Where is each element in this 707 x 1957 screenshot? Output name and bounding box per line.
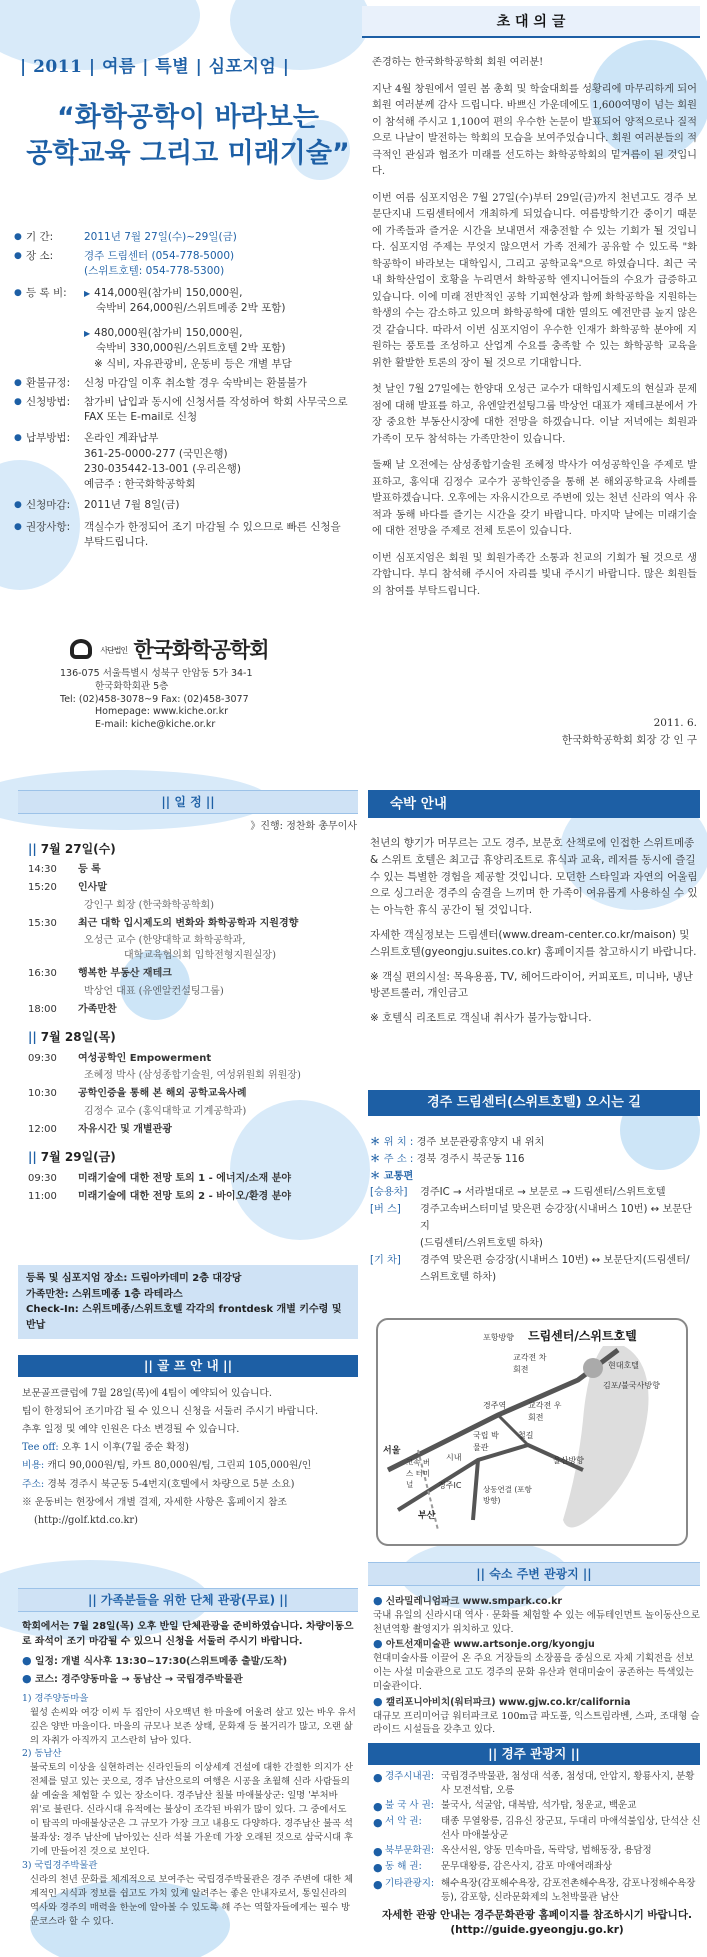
golf-info: 보문골프클럽에 7월 28일(목)에 4팀이 예약되어 있습니다. 팀이 한정되어 조기마감 될 수 있으니 신청을 서둘러 주시기 바랍니다. 추후 일정 및 예약 인원은 다소 변경될 수 있습니다. Tee off: 오후 1시 이후(7월 중순 확정) 비용: 캐디 90,000원/팀, 카트 80,000원/팀, 그린피 105,000원/인 주소: 경북 경주시 북군동 5-4번지(호텔에서 차량으로 5분 소요) ※ 운동비는 현장에서 개별 결제, 자세한 사항은 홈페이지 참조 (http://golf.ktd.co.kr) [22, 1388, 319, 1526]
nearby-sights-header: || 숙소 주변 관광지 || [368, 1562, 700, 1586]
title-line-1: “화학공학이 바라보는 [57, 102, 319, 133]
bullet-icon: ● [373, 1799, 383, 1813]
schedule-row: 09:30 미래기술에 대한 전망 토의 1 - 에너지/소재 분야 [28, 1172, 292, 1184]
moderator: 》진행: 정찬화 총무이사 [250, 821, 357, 832]
info-date: ● 기 간: 2011년 7월 27일(수)~29일(금) [14, 230, 354, 245]
info-payment: ● 납부방법: 온라인 계좌납부 361-25-0000-277 (국민은행) 230-035442-13-001 (우리은행) 예금주 : 한국화학공학회 [14, 431, 354, 492]
map-center-label: 드림센터/스위트호텔 [528, 1329, 637, 1343]
bullet-icon: ● [22, 1654, 32, 1668]
bullet-icon: ● [14, 251, 22, 262]
invitation-body: 존경하는 한국화학공학회 회원 여러분! 지난 4월 창원에서 열린 봄 총회 및 학술대회를 성황리에 마무리하게 되어 회원 여러분께 감사 드립니다. 바쁘신 가운데에도 1,600여명이 넘는 회원이 참석해 주시고 1,100여 편의 우수한 논문이 발표되어 양적으로나 질적으로 나날이 발전하는 학회의 모습을 보여주었습니다. 회원 여러분들의 적극적인 관심과 협조가 미래를 선도하는 화학공학회의 밑거름이 된 것입니다. 이번 여름 심포지엄은 7월 27일(수)부터 29일(금)까지 천년고도 경주 보문단지내 드림센터에서 개최하게 되었습니다. 여름방학기간 중이기 때문에 가족들과 즐거운 시간을 보내면서 재충전할 수 있는 기회가 될 것입니다. 심포지엄 주제는 무엇지 않으면서 가족 전체가 공유할 수 있도록 "화학공학이 바라보는 대학입시, 그리고 공학교육"으로 하였습니다. 최근 국내 화학산업이 호황을 누리면서 화학공학 엔지니어들의 수요가 급증하고 있습니다. 이에 미래 전반적인 공학 기피현상과 함께 화학공학을 지원하는 학생의 수는 감소하고 있으며 화학공학에 대한 열의도 예전만큼 높지 않은 것 같습니다. 따라서 이번 심포지엄이 우수한 인재가 화학공학 분야에 지원하는 풍토를 조성하고 산업계 수요를 충족할 수 있는 화학공학 교육을 위한 활발한 토론의 장이 될 것으로 기대합니다. 첫 날인 7월 27일에는 한양대 오성근 교수가 대학입시제도의 현실과 문제점에 대해 발표를 하고, 유엔알컨설팅그룹 박상언 대표가 재테크분에서 가장 중요한 부동산시장에 대한 전망을 하겠습니다. 이날 저녁에는 회원과 가족이 모두 참석하는 가족만찬이 있습니다. 둘째 날 오전에는 삼성종합기술원 조혜정 박사가 여성공학인을 주제로 발표하고, 홍익대 김정수 교수가 공학인증을 통해 본 해외공학교육 사례를 발표하겠습니다. 오후에는 자유시간으로 주변에 있는 천년 신라의 역사 유적과 동해 바다를 즐기는 시간을 갖기 바랍니다. 마지막 날에는 미래기술에 대한 전망을 주제로 전체 토론이 있습니다. 이번 심포지엄은 회원 및 회원가족간 소통과 친교의 기회가 될 것으로 생각합니다. 부디 참석해 주시어 자리를 빛내 주시기 바랍니다. 많은 회원들의 참여를 부탁드립니다. [372, 57, 697, 597]
schedule-row: 09:30 여성공학인 Empowerment [28, 1052, 212, 1064]
day-2-heading: || 7월 28일(목) [28, 1030, 116, 1045]
schedule: 》진행: 정찬화 총무이사 || 7월 27일(수) 14:30 등 록 15:20 인사말 강인구 회장 (한국화학공학회) 15:30 최근 대학 입시제도의 변화와 화학공학과 지원경향 오성근 교수 (한양대학교 화학공학과, 대학교육협의회 입학전형지원실장) 16:30 행복한 부동산 재테크 박상언 대표 (유엔알컨설팅그룹) 18:00 가족만찬 || 7월 28일(목) 09:30 여성공학인 Empowerment 조혜정 박사 (삼성종합기술원, 여성위원회 위원장) 10:30 공학인증을 통해 본 해외 공학교육사례 김정수 교수 (홍익대학교 기계공학과) 12:00 자유시간 및 개별관광 || 7월 29일(금) 09:30 미래기술에 대한 전망 토의 1 - 에너지/소재 분야 11:00 미래기술에 대한 전망 토의 2 - 바이오/환경 분야 [22, 820, 357, 1209]
bullet-icon: ● [14, 500, 22, 511]
info-advice: ● 권장사항: 객실수가 한정되어 조기 마감될 수 있으므로 빠른 신청을 부탁드립니다. [14, 520, 354, 550]
kiche-logo: 사단법인 한국화학공학회 [70, 635, 350, 665]
bullet-icon: ● [373, 1771, 383, 1784]
schedule-row: 11:00 미래기술에 대한 전망 토의 2 - 바이오/환경 분야 [28, 1191, 292, 1203]
info-place: ● 장 소: 경주 드림센터 (054-778-5000) (스위트호텔: 054-778-5300) [14, 249, 354, 279]
event-info-list [14, 230, 354, 554]
info-method: ● 신청방법: 참가비 납입과 동시에 신청서를 작성하여 학회 사무국으로 FAX 또는 E-mail로 신청 [14, 395, 354, 425]
triangle-icon: ▶ [84, 288, 91, 298]
org-address: 136-075 서울특별시 성북구 안암동 5가 34-1 한국화학회관 5층 Tel: (02)458-3078~9 Fax: (02)458-3077 Homepage: www.kiche.or.kr E-mail: kiche@kiche.or.kr [60, 668, 253, 731]
schedule-notes: 등록 및 심포지엄 장소: 드림아카데미 2층 대강당 가족만찬: 스위트메종 1층 라테라스 Check-In: 스위트메종/스위트호텔 각각의 frontdesk 개별 키수령 및 반납 [18, 1265, 358, 1339]
bullet-icon: ● [14, 287, 22, 298]
invitation-greeting: 존경하는 한국화학공학회 회원 여러분! [372, 57, 544, 68]
info-fee: ● 등 록 비: ▶ 414,000원(참가비 150,000원, 숙박비 264,000원/스위트메종 2박 포함) ▶ 480,000원(참가비 150,000원, 숙박비 330,000원/스위트호텔 2박 포함) ※ 식비, 자유관광비, 운동비 등은 개별 부담 [14, 286, 354, 372]
bullet-icon: ● [373, 1877, 383, 1891]
bullet-icon: ● [373, 1594, 383, 1607]
schedule-row: 14:30 등 록 [28, 863, 101, 875]
family-tour: 학회에서는 7월 28일(목) 오후 반일 단체관광을 준비하였습니다. 차량이동으로 좌석이 조기 마감될 수 있으니 신청을 서둘러 주시기 바랍니다. ● 일정: 개별 식사후 13:30~17:30(스위트메종 출발/도착) ● 코스: 경주양동마을 → 동남산 → 국립경주박물관 1) 경주양동마을 월성 손씨와 여강 이씨 두 집안이 사오백년 한 마을에 어울려 살고 있는 바우 유서깊은 양반 마을이다. 마을의 규모나 보존 상태, 문화재 등 볼거리가 많고, 오랜 삶의 자취가 아직까지 고스란히 남아 있다. 2) 동남산 불국토의 이상을 실현하려는 신라인들의 이상세계 건설에 대한 간절한 의지가 산 전체를 덮고 있는 곳으로, 경주 남산으로의 여행은 시공을 초월해 신라 사람들의 삶 예술을 체험할 수 있는 장소이다. 경주남산 칠불 마애불상군: 일명 '부처바위'로 불린다. 신라시대 유적에는 불상이 조각된 바위가 많이 있다. 그 중에서도 이 탑곡의 마애불상군은 그 규모가 가장 크고 내용도 다양하다. 경주남산 불곡 석불좌상: 경주 남산에 남아있는 신라 석불 가운데 가장 오래된 것으로 삼국시대 후기에 만들어진 것으로 보인다. 3) 국립경주박물관 신라의 천년 문화를 체계적으로 보여주는 국립경주박물관은 경주 주변에 대한 체계적인 지식과 정보를 쉽고도 가치 있게 알려주는 좋은 안내자로서, 통일신라의 역사와 경주의 매력을 한눈에 알아볼 수 있도록 해 주는 역할자들에게는 필수 방문코스라 할 수 있다. [22, 1621, 356, 1927]
symposium-title [18, 100, 358, 171]
schedule-row: 10:30 공학인증을 통해 본 해외 공학교육사례 [28, 1088, 247, 1100]
info-refund: ● 환불규정: 신청 마감일 이후 취소할 경우 숙박비는 환불불가 [14, 376, 354, 391]
day-1-heading: || 7월 27일(수) [28, 841, 116, 856]
schedule-row: 16:30 행복한 부동산 재테크 [28, 968, 172, 980]
title-line-2: 공학교육 그리고 미래기술” [26, 137, 350, 169]
bullet-icon: ● [373, 1816, 383, 1829]
route-info: ＊ 위 치 : 경주 보문관광휴양지 내 위치 ＊ 주 소 : 경북 경주시 북군동 116 ＊ 교통편 [승용차] 경주IC → 서라벌대로 → 보문로 → 드림센터/스위트호텔 [버 스] 경주고속버스터미널 맞은편 승강장(시내버스 10번) ↔ 보문단지 (드림센터/스위트호텔 하차) [기 차] 경주역 맞은편 승강장(시내버스 10번) ↔ 보문단지(드림센터/ 스위트호텔 하차) [370, 1137, 692, 1283]
bullet-icon: ● [373, 1861, 383, 1874]
logo-mark-icon [70, 639, 92, 659]
schedule-header: || 일 정 || [18, 790, 358, 814]
location-map: 드림센터/스위트호텔 포항방향 교각전 차회전 현대호텔 김포/불국사방향 경주역 교각전 우회전 서울 고속 버스 터미널 시내 국립 박물관 철길 경주IC 울산방향 상동연결 (포항방향) 부산 [376, 1318, 688, 1546]
schedule-row: 18:00 가족만찬 [28, 1003, 117, 1015]
triangle-icon: ▶ [84, 329, 91, 339]
bullet-icon: ● [14, 232, 22, 242]
invitation-title: 초 대 의 글 [362, 6, 700, 38]
hotel-marker-icon [583, 1358, 603, 1378]
golf-header: || 골 프 안 내 || [18, 1355, 358, 1377]
day-3-heading: || 7월 29일(금) [28, 1150, 116, 1165]
bullet-icon: ● [14, 433, 22, 444]
bullet-icon: ● [14, 377, 22, 388]
schedule-row: 15:20 인사말 [28, 882, 107, 894]
tourism-footnote: 자세한 관광 안내는 경주문화관광 홈페이지를 참조하시기 바랍니다. (http://guide.gyeongju.go.kr) [382, 1909, 692, 1937]
invitation-signature: 2011. 6. 한국화학공학회 회장 강 인 구 [561, 717, 697, 746]
bullet-icon: ● [373, 1844, 383, 1858]
road [473, 1460, 478, 1520]
schedule-row: 12:00 자유시간 및 개별관광 [28, 1123, 172, 1135]
gyeongju-sights: ● 경주시내권: 국립경주박물관, 첨성대 석종, 첨성대, 안압지, 황룡사지, 분황사 모전석탑, 오릉 ● 불 국 사 권: 불국사, 석굴암, 대복밥, 석가탑, 청운교, 백운교 ● 서 악 권: 태종 무열왕릉, 김유신 장군묘, 두대리 마애석불입상, 단석산 신선사 마애불상군 ● 북부문화권: 옥산서원, 양동 민속마을, 독락당, 법해동장, 용담정 ● 동 해 권: 문무대왕릉, 감은사지, 감포 마애여래좌상 ● 기타관광지: 해수욕장(감포해수욕장, 감포전촌해수욕장, 감포나정해수욕장 등), 감포항, 신라문화제의 노천박물관 남산 [373, 1770, 701, 1905]
family-tour-header: || 가족분들을 위한 단체 관광(무료) || [18, 1588, 358, 1612]
bullet-icon: ● [22, 1671, 32, 1685]
bullet-icon: ● [373, 1637, 383, 1651]
gyeongju-sights-header: || 경주 관광지 || [368, 1743, 700, 1765]
nearby-sights: ● 신라밀레니엄파크 www.smpark.co.kr 국내 유일의 신라시대 역사 · 문화를 체험할 수 있는 에듀테인먼트 놀이동산으로 천년역황 촬영지가 위치하고 있다. ● 아트선재미술관 www.artsonje.org/kyongju 현대미술사를 이끌어 온 주요 거장들의 소장품을 중심으로 자체 기획전을 선보이는 사설 미술관으로 고도 경주의 문화 유산과 현대미술이 공존하는 특색있는 미술관이다. ● 캘리포니아비치(워터파크) www.gjw.co.kr/california 대규모 프리미어급 워터파크로 100m급 파도풀, 익스트림라벤, 스파, 조대형 슬라이드 시설들을 갖추고 있다. [373, 1594, 700, 1736]
route-header: 경주 드림센터(스위트호텔) 오시는 길 [368, 1090, 700, 1116]
info-deadline: ● 신청마감: 2011년 7월 8일(금) [14, 498, 354, 513]
bullet-icon: ● [14, 521, 22, 532]
lodging-header: 숙박 안내 [368, 790, 700, 818]
lodging-info: 천년의 향기가 머무르는 고도 경주, 보문호 산책로에 인접한 스위트메종 & 스위트 호텔은 최고급 휴양리조트로 휴식과 교육, 레저를 동시에 즐길 수 있는 특별한 경험을 제공할 것입니다. 모던한 스타일과 자연의 어울림으로 싱그러운 경주의 숨결을 느끼며 한 가족이 여유롭게 사용하실 수 있는 아늑한 휴식 공간이 될 것입니다. 자세한 객실정보는 드림센터(www.dream-center.co.kr/maison) 및 스위트호텔(gyeongju.suites.co.kr) 홈페이지를 참고하시기 바랍니다. ※ 객실 편의시설: 목욕용품, TV, 헤어드라이어, 커피포트, 미니바, 냉난방콘트롤러, 개인금고 ※ 호텔식 리조트로 객실내 취사가 불가능합니다. [370, 837, 698, 1025]
bullet-icon: ● [14, 396, 22, 407]
bullet-icon: ● [373, 1694, 383, 1708]
symposium-header: | 2011 | 여름 | 특별 | 심포지엄 | [20, 57, 290, 77]
schedule-row: 15:30 최근 대학 입시제도의 변화와 화학공학과 지원경향 [28, 917, 299, 929]
